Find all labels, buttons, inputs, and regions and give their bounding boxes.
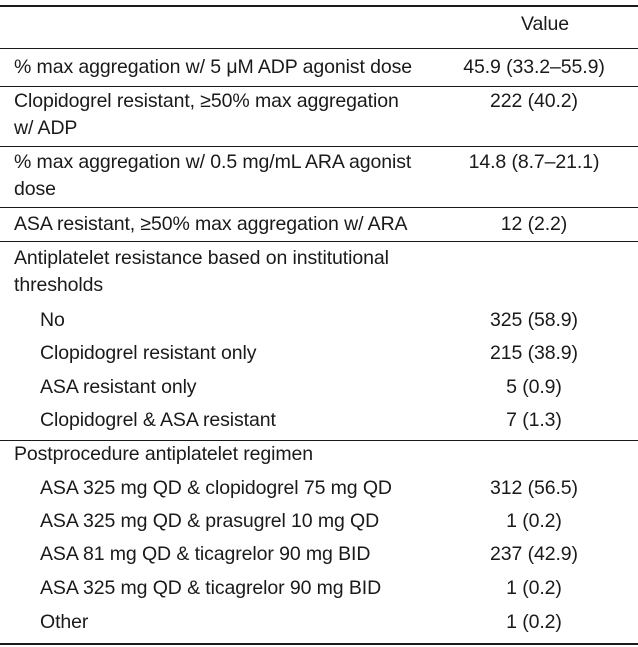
row-value: 1 (0.2): [506, 510, 562, 532]
row-value: 12 (2.2): [500, 213, 568, 235]
row-value: 14.8 (8.7–21.1): [468, 151, 600, 173]
bottom-rule: [0, 643, 638, 645]
row-value: 222 (40.2): [490, 90, 578, 112]
row-label-cont: w/ ADP: [14, 117, 78, 139]
row-value: 7 (1.3): [506, 409, 562, 431]
section-heading-cont: thresholds: [14, 274, 103, 296]
section-heading: Antiplatelet resistance based on institutional: [14, 247, 389, 269]
row-divider: [0, 86, 638, 87]
row-value: 1 (0.2): [506, 611, 562, 633]
row-label: ASA 325 mg QD & ticagrelor 90 mg BID: [40, 577, 382, 599]
row-label: ASA resistant, ≥50% max aggregation w/ ARA: [14, 213, 408, 235]
row-label: No: [40, 309, 65, 331]
row-value: 215 (38.9): [490, 342, 578, 364]
row-label: % max aggregation w/ 5 μM ADP agonist dose: [14, 56, 412, 78]
row-label: ASA resistant only: [40, 376, 197, 398]
row-label: % max aggregation w/ 0.5 mg/mL ARA agonist: [14, 151, 412, 173]
row-label-cont: dose: [14, 178, 56, 200]
row-label: ASA 325 mg QD & clopidogrel 75 mg QD: [40, 477, 392, 499]
row-value: 45.9 (33.2–55.9): [463, 56, 605, 78]
header-value: Value: [521, 13, 569, 35]
top-rule: [0, 5, 638, 7]
row-label: Other: [40, 611, 89, 633]
row-label: Clopidogrel & ASA resistant: [40, 409, 276, 431]
row-divider: [0, 146, 638, 147]
row-value: 325 (58.9): [490, 309, 578, 331]
row-value: 237 (42.9): [490, 543, 578, 565]
section-heading: Postprocedure antiplatelet regimen: [14, 443, 314, 465]
row-value: 312 (56.5): [490, 477, 578, 499]
row-label: ASA 325 mg QD & prasugrel 10 mg QD: [40, 510, 380, 532]
row-label: ASA 81 mg QD & ticagrelor 90 mg BID: [40, 543, 371, 565]
row-label: Clopidogrel resistant, ≥50% max aggregation: [14, 90, 399, 112]
header-rule: [0, 48, 638, 49]
row-label: Clopidogrel resistant only: [40, 342, 257, 364]
row-divider: [0, 241, 638, 242]
row-value: 5 (0.9): [506, 376, 562, 398]
row-value: 1 (0.2): [506, 577, 562, 599]
row-divider: [0, 207, 638, 208]
